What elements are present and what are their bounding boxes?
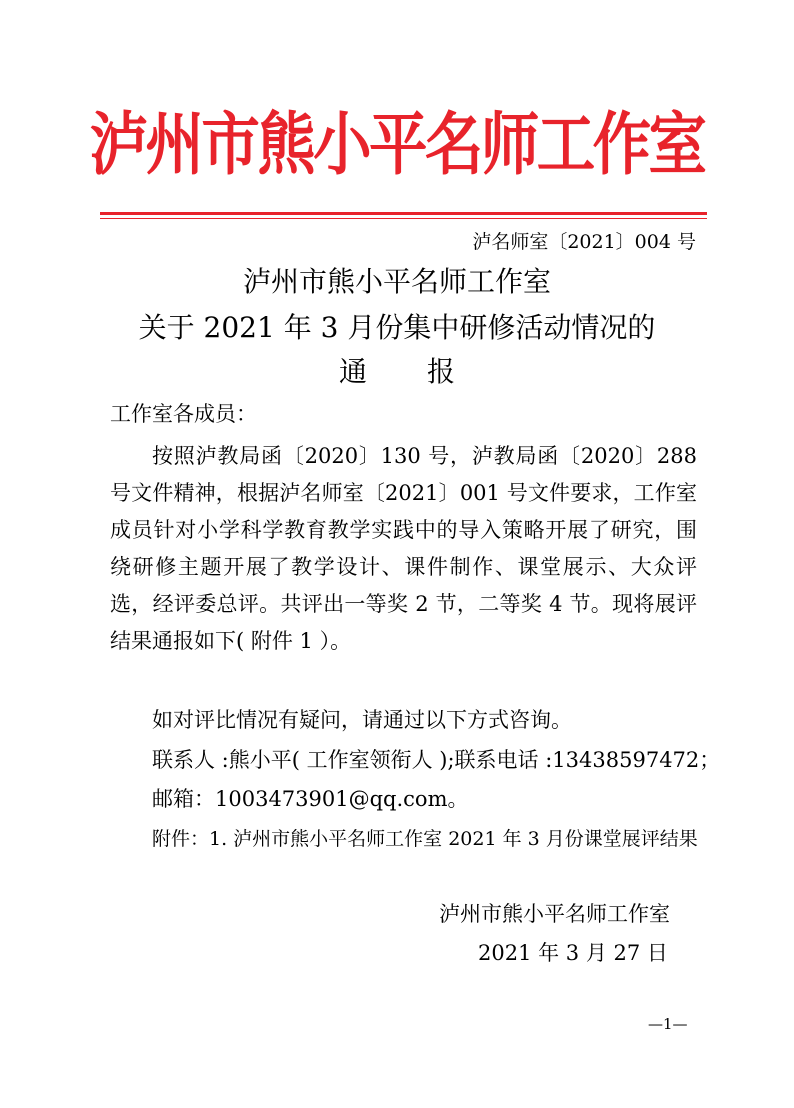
signature-org: 泸州市熊小平名师工作室	[439, 902, 670, 926]
letterhead-title: 泸州市熊小平名师工作室	[89, 106, 705, 185]
attachment-line: 附件：1. 泸州市熊小平名师工作室 2021 年 3 月份课堂展评结果	[152, 828, 698, 850]
salutation: 工作室各成员：	[110, 402, 257, 426]
document-title-line-3	[0, 352, 794, 392]
inquiry-text: 如对评比情况有疑问，请通过以下方式咨询。	[152, 708, 572, 732]
letterhead-red-rule-thin	[100, 218, 707, 219]
title-char-tong: 通	[338, 355, 367, 388]
body-paragraph: 按照泸教局函〔2020〕130 号，泸教局函〔2020〕288 号文件精神，根据泸名师室〔2021〕001 号文件要求，工作室成员针对小学科学教育教学实践中的导入策略开展了研究，围绕研修主题开展了教学设计、课件制作、课堂展示、大众评选，经评委总评。共评出一等奖 2 节，二等奖 4 节。现将展评结果通报如下( 附件 1 ）。	[110, 444, 697, 653]
email-line: 邮箱：1003473901@qq.com。	[152, 787, 469, 811]
contact-line: 联系人 :熊小平( 工作室领衔人 );联系电话 :13438597472；	[152, 748, 721, 772]
document-number: 泸名师室〔2021〕004 号	[472, 231, 696, 253]
title-char-bao: 报	[427, 355, 456, 388]
document-title-line-2: 关于 2021 年 3 月份集中研修活动情况的	[138, 311, 656, 344]
signature-date: 2021 年 3 月 27 日	[478, 941, 668, 965]
page-number: —1—	[648, 1015, 688, 1033]
letterhead-red-rule-thick	[100, 212, 707, 215]
document-title-line-1: 泸州市熊小平名师工作室	[242, 265, 551, 298]
